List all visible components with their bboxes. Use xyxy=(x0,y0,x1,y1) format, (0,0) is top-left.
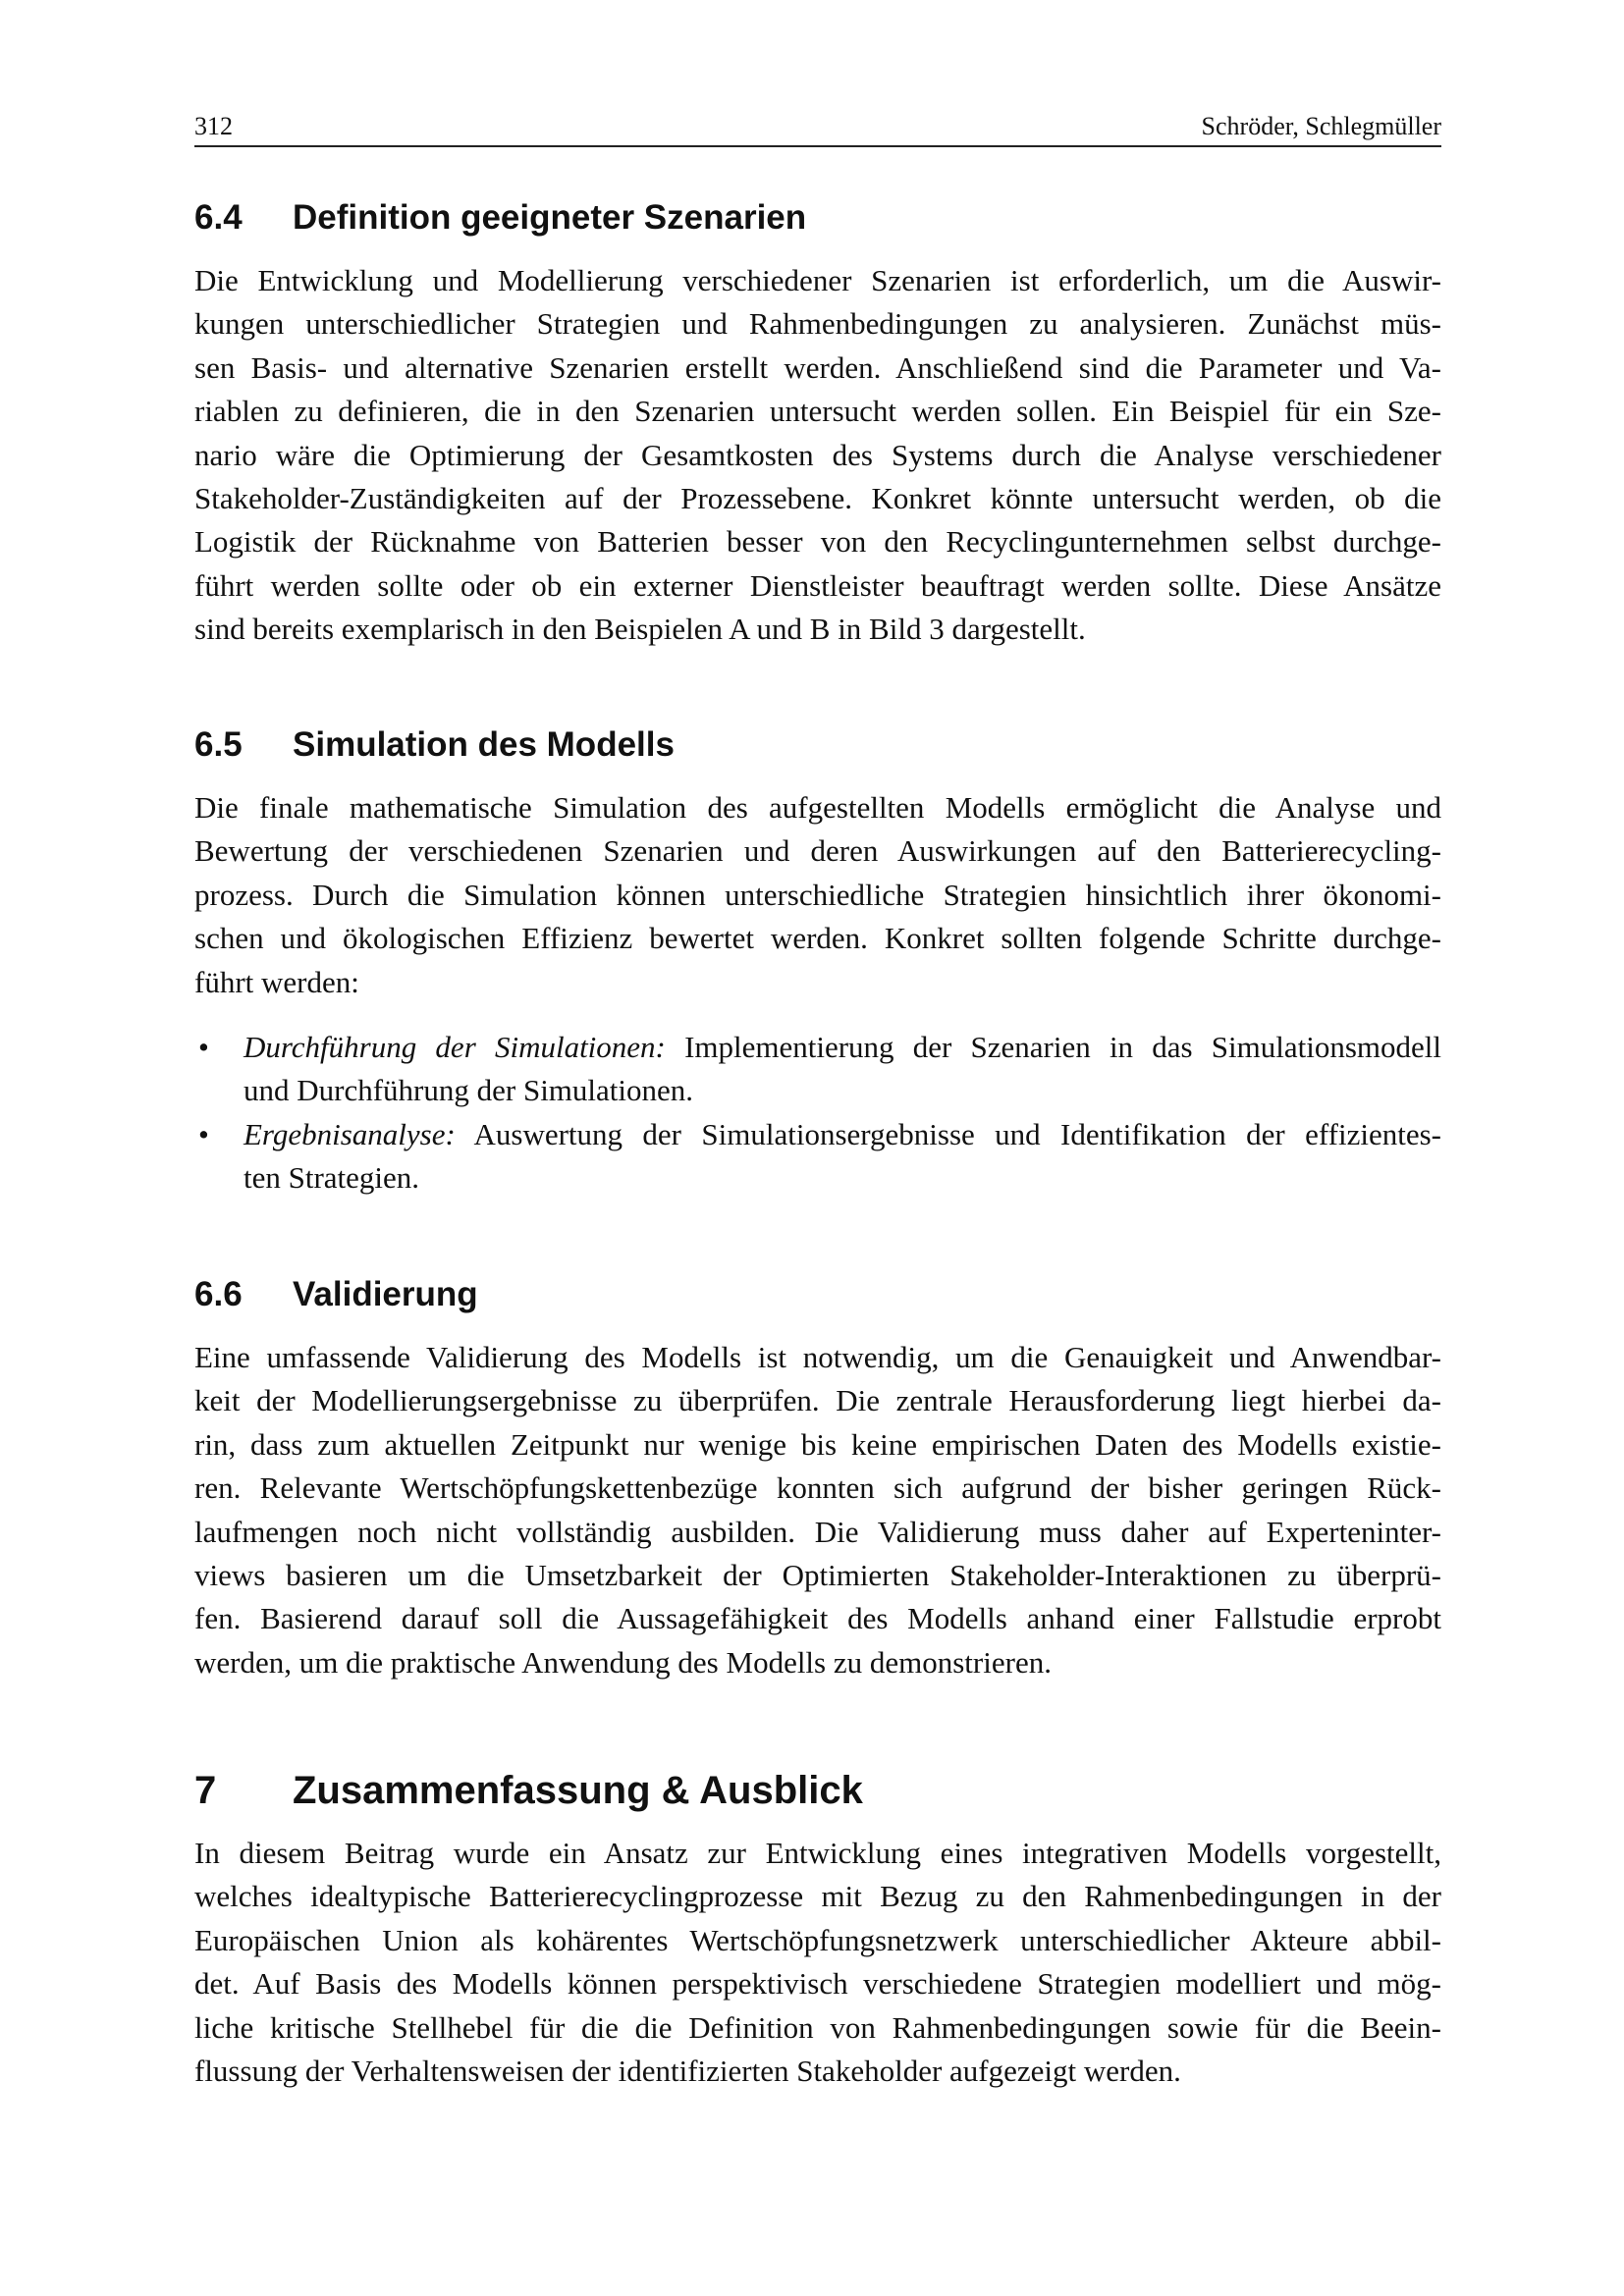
text-line: nario wäre die Optimierung der Gesamtkosten des Systems durch die Analyse verschiedener xyxy=(194,437,1441,472)
text-line: führt werden sollte oder ob ein externer Dienstleister beauftragt werden sollte. Diese Ansätze xyxy=(194,567,1441,603)
list-item-text: Auswertung der Simulationsergebnisse und Identifikation der effizientes- xyxy=(455,1116,1441,1151)
text-line xyxy=(244,1026,1441,1069)
section-number: 7 xyxy=(194,1769,217,1812)
section-number: 6.4 xyxy=(194,198,243,237)
section-number: 6.6 xyxy=(194,1275,243,1313)
paragraph xyxy=(194,1336,1441,1684)
section-heading xyxy=(194,194,1441,241)
text-line: ten Strategien. xyxy=(244,1160,420,1196)
text-line: Die finale mathematische Simulation des aufgestellten Modells ermöglicht die Analyse und xyxy=(194,790,1441,825)
text-line: ren. Relevante Wertschöpfungskettenbezüge konnten sich aufgrund der bisher geringen Rück- xyxy=(194,1470,1441,1506)
list-item-text: Implementierung der Szenarien in das Simulationsmodell xyxy=(665,1030,1441,1065)
text-line: liche kritische Stellhebel für die die Definition von Rahmenbedingungen sowie für die Beein- xyxy=(194,2009,1441,2045)
text-line: det. Auf Basis des Modells können perspektivisch verschiedene Strategien modelliert und mög- xyxy=(194,1966,1441,2002)
section-7 xyxy=(194,1767,1441,2093)
text-line: sen Basis- und alternative Szenarien erstellt werden. Anschließend sind die Parameter und Va- xyxy=(194,349,1441,385)
text-line: rin, dass zum aktuellen Zeitpunkt nur wenige bis keine empirischen Daten des Modells existie- xyxy=(194,1426,1441,1462)
text-line: views basieren um die Umsetzbarkeit der Optimierten Stakeholder-Interaktionen zu überprü- xyxy=(194,1558,1441,1593)
chapter-heading xyxy=(194,1767,1441,1814)
bullet-icon: • xyxy=(198,1030,209,1065)
list-item-term: Durchführung der Simulationen: xyxy=(244,1030,666,1065)
bullet-icon: • xyxy=(198,1116,209,1151)
paragraph xyxy=(194,259,1441,652)
text-line: Logistik der Rücknahme von Batterien besser von den Recyclingunternehmen selbst durchge- xyxy=(194,524,1441,560)
text-line xyxy=(244,1113,1441,1156)
running-head xyxy=(194,110,1441,147)
text-line: keit der Modellierungsergebnisse zu überprüfen. Die zentrale Herausforderung liegt hierbei da- xyxy=(194,1383,1441,1418)
text-line: In diesem Beitrag wurde ein Ansatz zur Entwicklung eines integrativen Modells vorgestellt, xyxy=(194,1836,1441,1870)
paragraph xyxy=(194,1832,1441,2093)
section-6-5 xyxy=(194,721,1441,1201)
text-line: Europäischen Union als kohärentes Wertschöpfungsnetzwerk unterschiedlicher Akteure abbil- xyxy=(194,1922,1441,1957)
text-line: fen. Basierend darauf soll die Aussagefähigkeit des Modells anhand einer Fallstudie erprobt xyxy=(194,1601,1441,1636)
text-line: riablen zu definieren, die in den Szenarien untersucht werden sollen. Ein Beispiel für ein Sze- xyxy=(194,394,1441,429)
list-item-term: Ergebnisanalyse: xyxy=(244,1116,456,1151)
text-line: flussung der Verhaltensweisen der identifizierten Stakeholder aufgezeigt werden. xyxy=(194,2054,1181,2089)
text-line: werden, um die praktische Anwendung des Modells zu demonstrieren. xyxy=(194,1644,1052,1680)
text-line: und Durchführung der Simulationen. xyxy=(244,1073,694,1108)
text-line: Stakeholder-Zuständigkeiten auf der Prozessebene. Konkret könnte untersucht werden, ob die xyxy=(194,481,1441,516)
section-title: Zusammenfassung & Ausblick xyxy=(293,1769,863,1812)
section-heading xyxy=(194,1271,1441,1318)
section-title: Simulation des Modells xyxy=(293,725,675,764)
running-head-authors: Schröder, Schlegmüller xyxy=(1201,112,1441,140)
section-title: Validierung xyxy=(293,1275,478,1313)
text-line: kungen unterschiedlicher Strategien und Rahmenbedingungen zu analysieren. Zunächst müs- xyxy=(194,306,1441,342)
text-line: führt werden: xyxy=(194,964,359,999)
text-line: Bewertung der verschiedenen Szenarien und deren Auswirkungen auf den Batterierecycling- xyxy=(194,833,1441,869)
text-line: Eine umfassende Validierung des Modells ist notwendig, um die Genauigkeit und Anwendbar- xyxy=(194,1340,1441,1374)
section-6-6 xyxy=(194,1271,1441,1684)
section-title: Definition geeigneter Szenarien xyxy=(293,198,807,237)
text-line: prozess. Durch die Simulation können unterschiedliche Strategien hinsichtlich ihrer ökonomi- xyxy=(194,877,1441,912)
text-line: laufmengen noch nicht vollständig ausbilden. Die Validierung muss daher auf Experteninter- xyxy=(194,1514,1441,1549)
section-number: 6.5 xyxy=(194,725,243,764)
text-line: Die Entwicklung und Modellierung verschiedener Szenarien ist erforderlich, um die Auswir- xyxy=(194,263,1441,297)
paragraph xyxy=(194,786,1441,1004)
section-6-4 xyxy=(194,194,1441,652)
list-item xyxy=(194,1026,1441,1113)
text-line: sind bereits exemplarisch in den Beispielen A und B in Bild 3 dargestellt. xyxy=(194,612,1086,647)
text-line: welches idealtypische Batterierecyclingprozesse mit Bezug zu den Rahmenbedingungen in der xyxy=(194,1879,1441,1914)
text-line: schen und ökologischen Effizienz bewertet werden. Konkret sollten folgende Schritte durchge- xyxy=(194,921,1441,956)
page-number: 312 xyxy=(194,112,233,140)
bullet-list xyxy=(194,1026,1441,1201)
list-item xyxy=(194,1113,1441,1201)
section-heading xyxy=(194,721,1441,769)
